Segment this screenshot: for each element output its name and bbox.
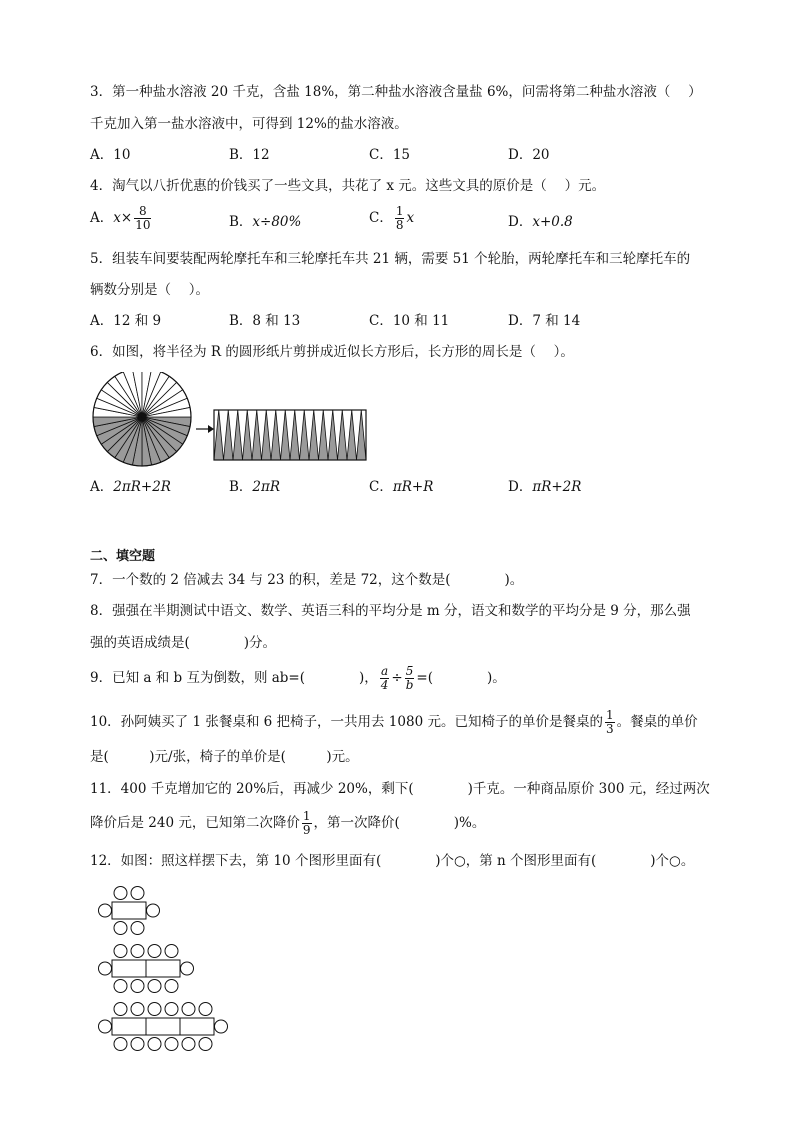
chair-circle bbox=[99, 1020, 112, 1033]
q5-option-b: B．8 和 13 bbox=[229, 313, 301, 329]
chair-circle bbox=[99, 962, 112, 975]
chair-circle bbox=[131, 887, 144, 900]
q5-option-c: C．10 和 11 bbox=[369, 313, 450, 329]
chair-circle bbox=[182, 1038, 195, 1051]
q6-option-c-label: C． bbox=[369, 479, 393, 495]
chair-circle bbox=[148, 1003, 161, 1016]
q4-line1: 4．淘气以八折优惠的价钱买了一些文具，共花了 x 元。这些文具的原价是（ ）元。 bbox=[90, 178, 606, 194]
q10-text-1: 10．孙阿姨买了 1 张餐桌和 6 把椅子，一共用去 1080 元。已知椅子的单价是餐桌的 bbox=[90, 714, 603, 730]
rectangle-triangle-shaded bbox=[309, 410, 319, 460]
table-rect bbox=[112, 902, 146, 919]
q4-option-c-var: x bbox=[406, 210, 415, 226]
q10-line2: 是( )元/张，椅子的单价是( )元。 bbox=[90, 749, 359, 765]
arrow-icon bbox=[196, 425, 214, 433]
q10-fraction bbox=[605, 709, 615, 736]
fraction-numerator: 8 bbox=[134, 205, 151, 219]
fraction-numerator: a bbox=[381, 664, 389, 678]
fraction-denominator: 9 bbox=[302, 823, 311, 837]
q11-text-1: 降价后是 240 元，已知第二次降价 bbox=[90, 815, 300, 831]
q3-line2: 千克加入第一盐水溶液中，可得到 12%的盐水溶液。 bbox=[90, 116, 408, 132]
q3-line1: 3．第一种盐水溶液 20 千克，含盐 18%，第二种盐水溶液含量盐 6%，问需将第二种盐水溶液（ ） bbox=[90, 84, 702, 100]
chair-circle bbox=[147, 904, 160, 917]
rectangle-triangle-shaded bbox=[252, 410, 262, 460]
rectangle-triangle-shaded bbox=[328, 410, 338, 460]
q5-option-d: D．7 和 14 bbox=[508, 313, 581, 329]
q9-text-2: =( )。 bbox=[416, 670, 506, 686]
q4-option-b-label: B． bbox=[229, 214, 253, 230]
table-rect bbox=[146, 960, 180, 977]
q8-line2: 强的英语成绩是( )分。 bbox=[90, 635, 277, 651]
q5-line2: 辆数分别是（ ）。 bbox=[90, 282, 210, 298]
chair-circle bbox=[181, 962, 194, 975]
circle-to-rectangle-figure bbox=[88, 372, 378, 472]
fraction-numerator: 1 bbox=[395, 204, 404, 218]
q4-option-b bbox=[229, 212, 301, 232]
q4-option-d bbox=[508, 212, 573, 232]
divided-circle bbox=[93, 372, 191, 466]
rectangle-triangle-shaded bbox=[243, 410, 253, 460]
rectangle-triangle-shaded bbox=[290, 410, 300, 460]
fraction-denominator: 8 bbox=[395, 218, 404, 232]
q6-option-d bbox=[508, 477, 581, 497]
chair-circle bbox=[182, 1003, 195, 1016]
q6-option-b-expr: 2πR bbox=[252, 479, 281, 495]
fraction-denominator: 3 bbox=[605, 722, 614, 736]
rectangle-triangle-shaded bbox=[214, 410, 224, 460]
q6-option-a-expr: 2πR+2R bbox=[113, 479, 171, 495]
q5-option-a: A．12 和 9 bbox=[90, 313, 162, 329]
chair-circle bbox=[148, 945, 161, 958]
q11-line1: 11．400 千克增加它的 20%后，再减少 20%，剩下( )千克。一种商品原价 300 元，经过两次 bbox=[90, 781, 710, 797]
chair-circle bbox=[199, 1038, 212, 1051]
q6-line1: 6．如图，将半径为 R 的圆形纸片剪拼成近似长方形后，长方形的周长是（ ）。 bbox=[90, 344, 574, 360]
rectangle-triangle-shaded bbox=[357, 410, 367, 460]
q11-text-2: ，第一次降价( )%。 bbox=[313, 815, 486, 831]
rectangle-triangle-shaded bbox=[300, 410, 310, 460]
q9-fraction-2 bbox=[405, 665, 415, 692]
section-title: 二、填空题 bbox=[90, 549, 156, 564]
chair-circle bbox=[165, 980, 178, 993]
q9-fraction-1 bbox=[380, 665, 390, 692]
chair-circle bbox=[114, 945, 127, 958]
chair-circle bbox=[114, 922, 127, 935]
q6-option-d-label: D． bbox=[508, 479, 533, 495]
chair-circle bbox=[131, 922, 144, 935]
table-rect bbox=[180, 1018, 214, 1035]
q4-option-a-expr: x× bbox=[113, 210, 133, 226]
approximate-rectangle bbox=[214, 410, 366, 460]
q11-fraction bbox=[302, 810, 312, 837]
table-rect bbox=[146, 1018, 180, 1035]
chair-circle bbox=[148, 980, 161, 993]
chair-circle bbox=[131, 1003, 144, 1016]
chair-circle bbox=[131, 945, 144, 958]
q8-line1: 8．强强在半期测试中语文、数学、英语三科的平均分是 m 分，语文和数学的平均分是 9 分，那么强 bbox=[90, 603, 691, 619]
chair-circle bbox=[99, 904, 112, 917]
chair-circle bbox=[114, 1038, 127, 1051]
q4-option-c-fraction bbox=[395, 205, 405, 232]
chair-circle bbox=[114, 980, 127, 993]
q4-option-c-label: C． bbox=[369, 210, 393, 226]
q12-line1: 12．如图：照这样摆下去，第 10 个图形里面有( )个○，第 n 个图形里面有( )个○。 bbox=[90, 853, 695, 869]
q4-option-d-label: D． bbox=[508, 214, 533, 230]
q6-option-a-label: A． bbox=[90, 479, 114, 495]
pattern-figures bbox=[99, 887, 228, 1051]
q6-option-c bbox=[369, 477, 433, 497]
chair-circle bbox=[165, 1038, 178, 1051]
q6-option-a bbox=[90, 477, 171, 497]
rectangle-triangle-shaded bbox=[338, 410, 348, 460]
q9-text-1: 9．已知 a 和 b 互为倒数，则 ab=( )， bbox=[90, 670, 378, 686]
q4-option-d-expr: x+0.8 bbox=[532, 214, 573, 230]
rectangle-triangle-shaded bbox=[347, 410, 357, 460]
q5-line1: 5．组装车间要装配两轮摩托车和三轮摩托车共 21 辆，需要 51 个轮胎，两轮摩托车和三轮摩托车的 bbox=[90, 251, 691, 267]
chair-circle bbox=[165, 945, 178, 958]
fraction-denominator: 4 bbox=[380, 678, 389, 692]
q6-option-b bbox=[229, 477, 280, 497]
table-rect bbox=[112, 960, 146, 977]
chair-circle bbox=[131, 1038, 144, 1051]
q4-option-b-expr: x÷80% bbox=[252, 214, 302, 230]
q10-line1 bbox=[90, 709, 698, 736]
rectangle-triangle-shaded bbox=[319, 410, 329, 460]
q3-option-b: B．12 bbox=[229, 147, 270, 163]
fraction-denominator: 10 bbox=[135, 218, 151, 232]
chair-circle bbox=[165, 1003, 178, 1016]
fraction-numerator: 1 bbox=[302, 809, 311, 823]
q6-option-c-expr: πR+R bbox=[392, 479, 434, 495]
rectangle-triangle-shaded bbox=[233, 410, 243, 460]
q11-line2 bbox=[90, 810, 485, 837]
q4-option-a bbox=[90, 205, 153, 232]
rectangle-triangle-shaded bbox=[271, 410, 281, 460]
q6-option-b-label: B． bbox=[229, 479, 253, 495]
rectangle-triangle-shaded bbox=[281, 410, 291, 460]
chair-circle bbox=[114, 887, 127, 900]
chair-circle bbox=[215, 1020, 228, 1033]
chair-circle bbox=[199, 1003, 212, 1016]
q9-line bbox=[90, 665, 506, 692]
rectangle-triangle-shaded bbox=[262, 410, 272, 460]
fraction-numerator: 1 bbox=[605, 708, 614, 722]
chair-circle bbox=[131, 980, 144, 993]
fraction-denominator: b bbox=[405, 678, 414, 692]
q3-option-a: A．10 bbox=[90, 147, 131, 163]
q3-option-c: C．15 bbox=[369, 147, 411, 163]
rectangle-triangle-shaded bbox=[224, 410, 234, 460]
q4-option-a-label: A． bbox=[90, 210, 114, 226]
table-rect bbox=[112, 1018, 146, 1035]
fraction-numerator: 5 bbox=[405, 664, 414, 678]
chair-circle bbox=[114, 1003, 127, 1016]
table-chair-pattern-figure bbox=[95, 885, 235, 1060]
q4-option-c bbox=[369, 205, 414, 232]
q3-option-d: D．20 bbox=[508, 147, 550, 163]
q6-option-d-expr: πR+2R bbox=[532, 479, 582, 495]
q7-line1: 7．一个数的 2 倍减去 34 与 23 的积，差是 72，这个数是( )。 bbox=[90, 572, 524, 588]
q10-text-2: 。餐桌的单价 bbox=[616, 714, 698, 730]
q9-operator: ÷ bbox=[391, 670, 403, 686]
chair-circle bbox=[148, 1038, 161, 1051]
q4-option-a-fraction bbox=[134, 205, 151, 232]
